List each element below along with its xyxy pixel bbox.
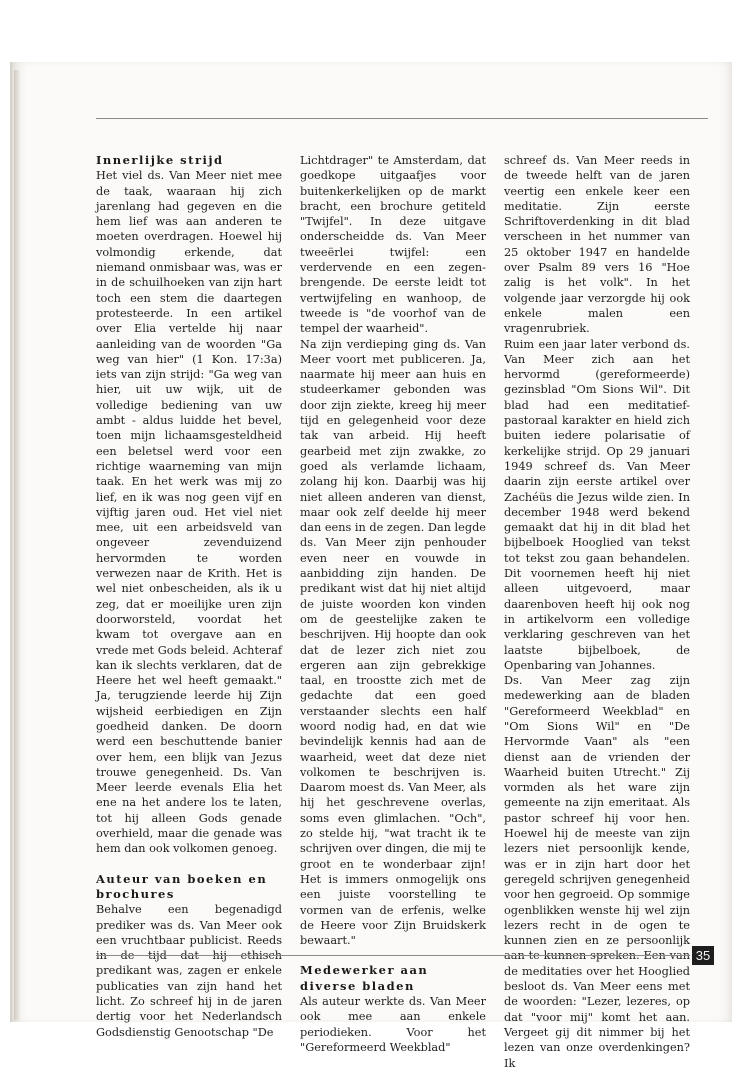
bottom-rule: [96, 955, 690, 956]
paragraph: Ds. Van Meer zag zijn medewerking aan de bladen "Gereformeerd Weekblad" en "Om Sions Wil" en "De Hervormde Vaan" als "een dienst aan de vrienden der Waarheid buiten Utrecht." Zij vormden als het ware zijn gemeente na zijn emeritaat. Als pastor schreef hij voor hen. Hoewel hij de meeste van zijn lezers niet persoonlijk kende, was er in zijn hart door het geregeld schrijven genegenheid voor hen gegroeid. Op sommige ogenblikken wenste hij wel zijn lezers recht in de ogen te kunnen zien en ze persoonlijk aan te kunnen spreken. Een van de meditaties over het Hooglied besloot ds. Van Meer eens met de woorden: "Lezer, lezeres, op dat "voor mij" komt het aan. Vergeet gij dit nimmer bij het lezen van onze overdenkingen? Ik: [504, 674, 690, 1070]
paragraph: schreef ds. Van Meer reeds in de tweede helft van de jaren veertig een enkele keer een meditatie. Zijn eerste Schriftoverdenking in dit blad verscheen in het nummer van 25 oktober 1947 en handelde over Psalm 89 vers 16 "Hoe zalig is het volk". In het volgende jaar verzorgde hij ook enkele malen een vragenrubriek.: [504, 154, 690, 336]
text-column-2: [300, 153, 486, 1055]
paragraph: Behalve een begenadigd prediker was ds. Van Meer ook een vruchtbaar publicist. Reeds in de tijd dat hij ethisch predikant was, zagen er enkele publicaties van zijn hand het licht. Zo schreef hij in de jaren dertig voor het Nederlandsch Godsdienstig Genootschap "De: [96, 903, 282, 1039]
section-heading-auteur: Auteur van boeken en brochures: [96, 871, 268, 901]
page-fold-shadow: [14, 70, 20, 1020]
section-heading-medewerker: Medewerker aan diverse bladen: [300, 963, 429, 993]
page-number: 35: [692, 946, 714, 965]
paragraph: Lichtdrager" te Amsterdam, dat goedkope uitgaafjes voor buitenkerkelijken op de markt bracht, een brochure getiteld "Twijfel". In deze uitgave onderscheidde ds. Van Meer tweeërlei twijfel: een verdervende en een zegen-brengende. De eerste leidt tot vertwijfeling en wanhoop, de tweede is "de voorhof van de tempel der waarheid".: [300, 154, 486, 336]
section-heading-innerlijke-strijd: Innerlijke strijd: [96, 153, 224, 167]
text-column-3: [504, 153, 690, 1071]
top-rule: [96, 118, 708, 119]
paragraph: Het viel ds. Van Meer niet mee de taak, waaraan hij zich jarenlang had gegeven en die hem lief was aan anderen te moeten overdragen. Hoewel hij volmondig erkende, dat niemand onmisbaar was, was er in de schuilhoeken van zijn hart toch een stem die daartegen protesteerde. In een artikel over Elia vertelde hij naar aanleiding van de woorden "Ga weg van hier" (1 Kon. 17:3a) iets van zijn strijd: "Ga weg van hier, uit uw wijk, uit de volledige bediening van uw ambt - aldus luidde het bevel, toen mijn lichaamsgesteldheid een beletsel werd voor een richtige waarneming van mijn taak. En het werk was mij zo lief, en ik was nog geen vijf en vijftig jaren oud. Het viel niet mee, uit een arbeidsveld van ongeveer zevenduizend hervormden te worden verwezen naar de Krith. Het is wel niet onbescheiden, als ik u zeg, dat er moeilijke uren zijn doorworsteld, voordat het kwam tot overgave aan en vrede met Gods beleid. Achteraf kan ik slechts verklaren, dat de Heere het wel heeft gemaakt." Ja, terugziende leerde hij Zijn wijsheid eerbiedigen en Zijn goedheid danken. De doorn werd een beschuttende banier over hem, een blijk van Jezus trouwe genegenheid. Ds. Van Meer leerde evenals Elia het ene na het andere los te laten, tot hij alleen Gods genade overhield, maar die genade was hem dan ook volkomen genoeg.: [96, 169, 282, 856]
paragraph: Ruim een jaar later verbond ds. Van Meer zich aan het hervormd (gereformeerde) gezinsblad "Om Sions Wil". Dit blad had een meditatief-pastoraal karakter en hield zich buiten iedere polarisatie of kerkelijke strijd. Op 29 januari 1949 schreef ds. Van Meer daarin zijn eerste artikel over Zachéüs die Jezus wilde zien. In december 1948 werd bekend gemaakt dat hij in dit blad het bijbelboek Hooglied van tekst tot tekst zou gaan behandelen. Dit voornemen heeft hij niet alleen uitgevoerd, maar daarenboven heeft hij ook nog in artikelvorm een volledige verklaring geschreven van het laatste bijbelboek, de Openbaring van Johannes.: [504, 337, 690, 672]
paragraph: Na zijn verdieping ging ds. Van Meer voort met publiceren. Ja, naarmate hij meer aan huis en studeerkamer gebonden was door zijn ziekte, kreeg hij meer tijd en gelegenheid voor deze tak van arbeid. Hij heeft gearbeid met zijn zwakke, zo goed als verlamde lichaam, zolang hij kon. Daarbij was hij niet alleen anderen van dienst, maar ook zelf deelde hij meer dan eens in de zegen. Dan legde ds. Van Meer zijn penhouder even neer en vouwde in aanbidding zijn handen. De predikant wist dat hij niet altijd de juiste woorden kon vinden om de geestelijke zaken te beschrijven. Hij hoopte dan ook dat de lezer zich niet zou ergeren aan zijn gebrekkige taal, en troostte zich met de gedachte dat een goed verstaander slechts een half woord nodig had, en dat wie bevindelijk kennis had aan de waarheid, weet dat deze niet volkomen te beschrijven is. Daarom moest ds. Van Meer, als hij het geschrevene overlas, soms even glimlachen. "Och", zo stelde hij, "wat tracht ik te schrijven over dingen, die mij te groot en te wonderbaar zijn! Het is immers onmogelijk ons een juiste voorstelling te vormen van de erfenis, welke de Heere voor Zijn Bruidskerk bewaart.": [300, 337, 486, 948]
paragraph: Als auteur werkte ds. Van Meer ook mee aan enkele periodieken. Voor het "Gereformeerd Weekblad": [300, 995, 486, 1054]
text-column-1: [96, 153, 282, 1040]
